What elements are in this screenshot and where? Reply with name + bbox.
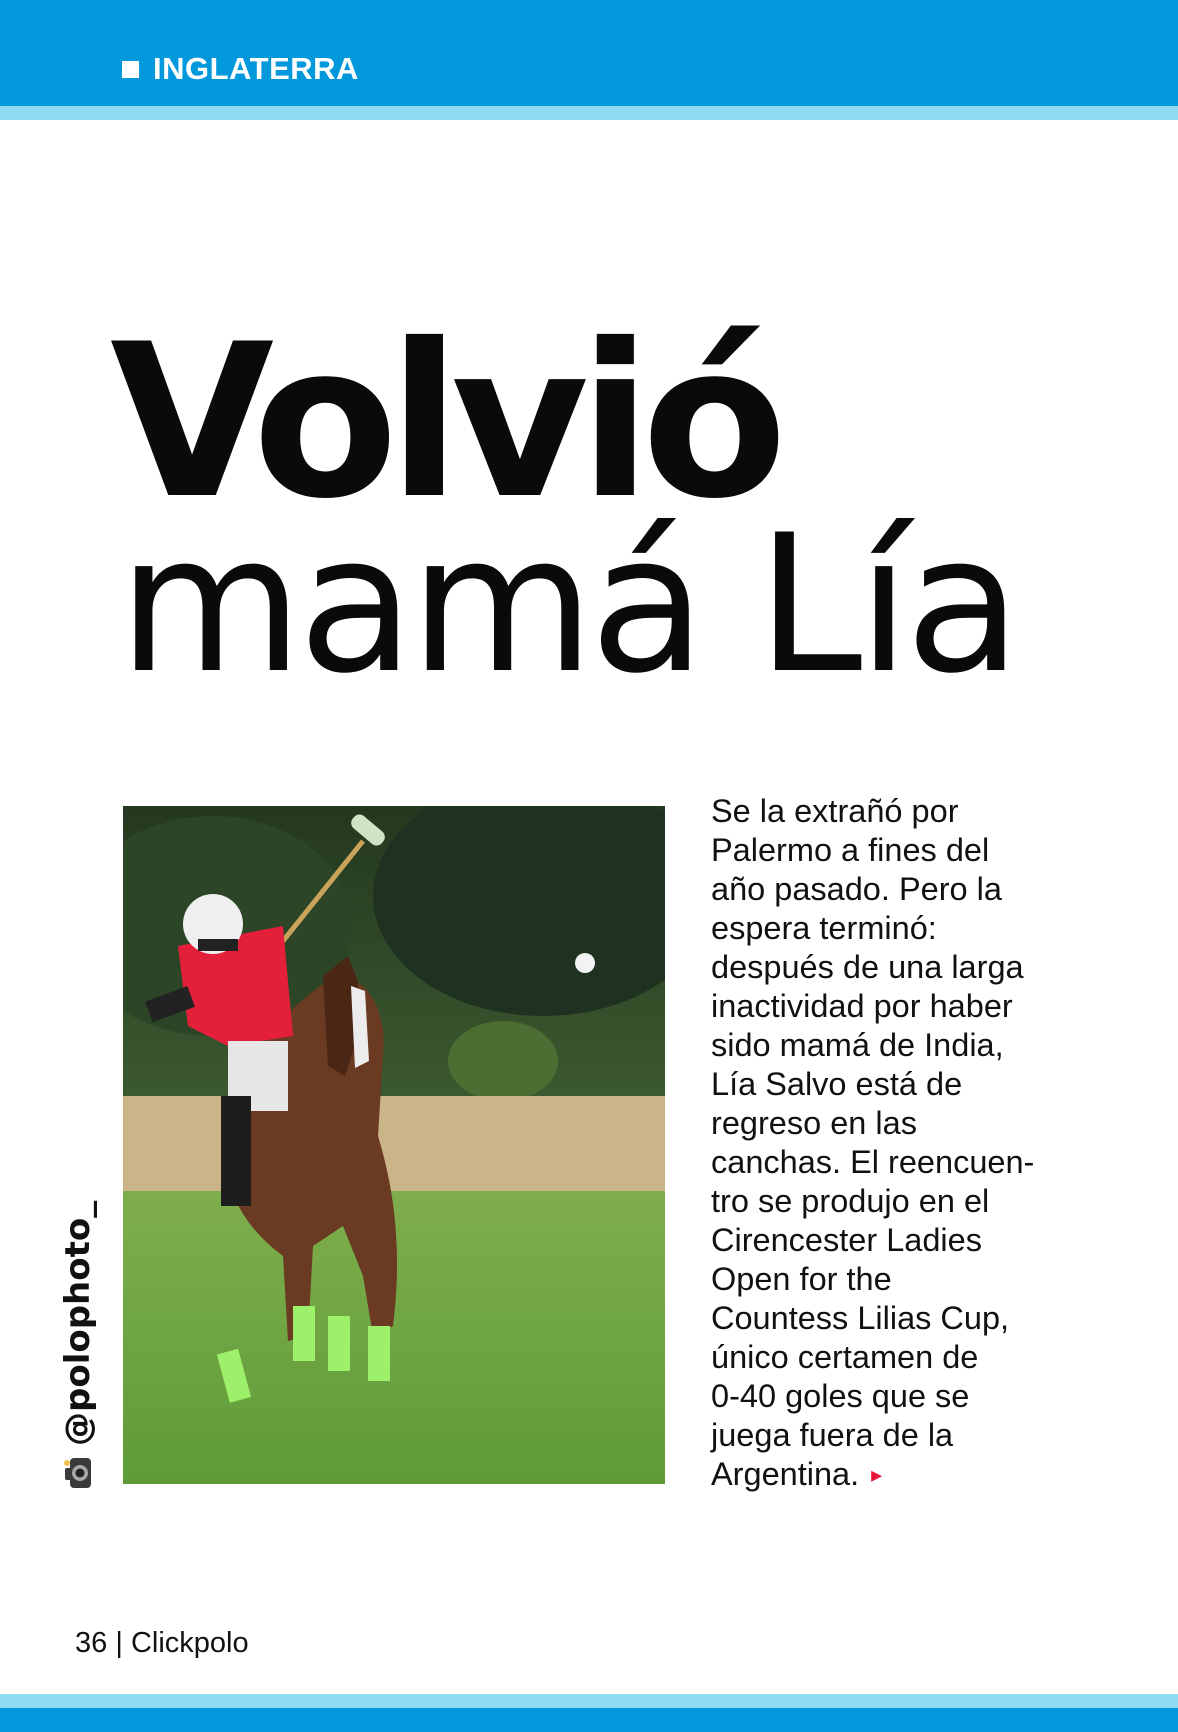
body-line: Countess Lilias Cup,: [711, 1300, 1010, 1336]
body-line: canchas. El reencuen-: [711, 1144, 1035, 1180]
footer-stripe: [0, 1694, 1178, 1708]
page-number: 36: [75, 1627, 108, 1659]
body-line: año pasado. Pero la: [711, 871, 1002, 907]
body-line: Cirencester Ladies: [711, 1222, 982, 1258]
body-line: tro se produjo en el: [711, 1183, 990, 1219]
section-name: INGLATERRA: [153, 51, 359, 86]
body-line: después de una larga: [711, 949, 1024, 985]
square-bullet-icon: [122, 61, 139, 78]
polo-photo: [123, 806, 665, 1484]
end-of-article-icon: ▸: [871, 1462, 883, 1487]
headline-line-1: Volvió: [110, 298, 778, 545]
body-line: Se la extrañó por: [711, 793, 959, 829]
section-label: [122, 48, 359, 90]
body-line: 0-40 goles que se: [711, 1378, 970, 1414]
header-stripe: [0, 106, 1178, 120]
body-line: único certamen de: [711, 1339, 979, 1375]
body-line-last: [711, 1455, 1131, 1494]
body-line: espera terminó:: [711, 910, 937, 946]
body-line-text: Argentina.: [711, 1456, 860, 1492]
body-line: inactividad por haber: [711, 988, 1013, 1024]
body-line: Open for the: [711, 1261, 892, 1297]
article-body: [711, 792, 1131, 1494]
body-line: sido mamá de India,: [711, 1027, 1004, 1063]
photo-credit: [58, 1201, 98, 1490]
page-footer: [75, 1627, 249, 1660]
body-line: Lía Salvo está de: [711, 1066, 963, 1102]
publication-name: Clickpolo: [130, 1627, 249, 1659]
headline-line-2: mamá Lía: [118, 494, 1017, 715]
credit-handle: @polophoto_: [58, 1200, 98, 1446]
footer-separator: |: [115, 1627, 123, 1659]
footer-band: [0, 1708, 1178, 1732]
body-line: regreso en las: [711, 1105, 917, 1141]
polo-player-illustration: [123, 806, 665, 1484]
camera-icon: [61, 1456, 95, 1490]
body-line: juega fuera de la: [711, 1417, 954, 1453]
body-line: Palermo a fines del: [711, 832, 990, 868]
